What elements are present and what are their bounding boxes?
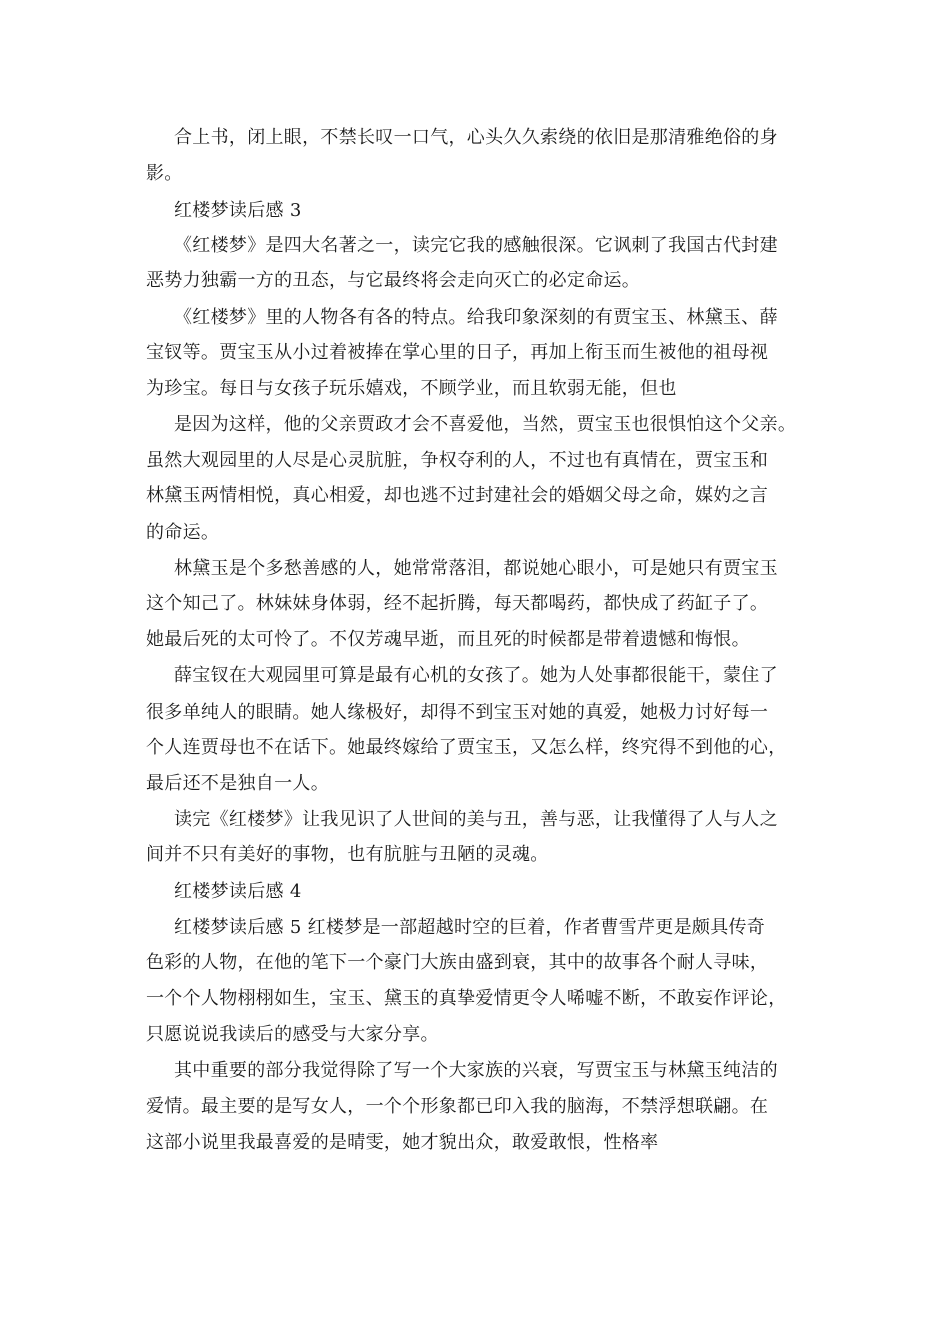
text-line: 她最后死的太可怜了。不仅芳魂早逝，而且死的时候都是带着遗憾和悔恨。	[146, 629, 750, 650]
text-line: 这个知己了。林妹妹身体弱，经不起折腾，每天都喝药，都快成了药缸子了。	[146, 593, 769, 614]
text-line: 个人连贾母也不在话下。她最终嫁给了贾宝玉，又怎么样，终究得不到他的心，	[146, 737, 787, 758]
text-line: 的命运。	[146, 522, 220, 543]
text-line: 一个个人物栩栩如生，宝玉、黛玉的真挚爱情更令人唏嘘不断，不敢妄作评论，	[146, 988, 787, 1009]
text-line: 林黛玉两情相悦，真心相爱，却也逃不过封建社会的婚姻父母之命，媒妁之言	[146, 485, 769, 506]
text-line: 薛宝钗在大观园里可算是最有心机的女孩了。她为人处事都很能干，蒙住了	[174, 665, 778, 686]
text-line: 林黛玉是个多愁善感的人，她常常落泪，都说她心眼小，可是她只有贾宝玉	[174, 558, 778, 579]
section-heading: 红楼梦读后感 3	[174, 200, 302, 221]
text-line: 《红楼梦》里的人物各有各的特点。给我印象深刻的有贾宝玉、林黛玉、薛	[174, 307, 778, 328]
text-line: 《红楼梦》是四大名著之一，读完它我的感触很深。它讽刺了我国古代封建	[174, 235, 778, 256]
text-line: 为珍宝。每日与女孩子玩乐嬉戏，不顾学业，而且软弱无能，但也	[146, 378, 677, 399]
text-line: 爱情。最主要的是写女人，一个个形象都已印入我的脑海，不禁浮想联翩。在	[146, 1096, 769, 1117]
text-line: 宝钗等。贾宝玉从小过着被捧在掌心里的日子，再加上衔玉而生被他的祖母视	[146, 342, 769, 363]
text-line: 恶势力独霸一方的丑态，与它最终将会走向灭亡的必定命运。	[146, 270, 641, 291]
text-line: 只愿说说我读后的感受与大家分享。	[146, 1024, 439, 1045]
text-line: 读完《红楼梦》让我见识了人世间的美与丑，善与恶，让我懂得了人与人之	[174, 809, 778, 830]
text-line: 虽然大观园里的人尽是心灵肮脏，争权夺利的人，不过也有真情在，贾宝玉和	[146, 450, 769, 471]
text-line: 是因为这样，他的父亲贾政才会不喜爱他，当然，贾宝玉也很惧怕这个父亲。	[174, 414, 797, 435]
text-line: 很多单纯人的眼睛。她人缘极好，却得不到宝玉对她的真爱，她极力讨好每一	[146, 702, 769, 723]
text-line: 最后还不是独自一人。	[146, 773, 329, 794]
text-line: 红楼梦读后感 5 红楼梦是一部超越时空的巨着，作者曹雪芹更是颇具传奇	[174, 917, 766, 938]
text-line: 这部小说里我最喜爱的是晴雯，她才貌出众，敢爱敢恨，性格率	[146, 1132, 659, 1153]
text-line: 间并不只有美好的事物，也有肮脏与丑陋的灵魂。	[146, 844, 549, 865]
text-line: 其中重要的部分我觉得除了写一个大家族的兴衰，写贾宝玉与林黛玉纯洁的	[174, 1060, 778, 1081]
text-line: 影。	[146, 163, 183, 184]
text-line: 合上书，闭上眼，不禁长叹一口气，心头久久索绕的依旧是那清雅绝俗的身	[174, 127, 778, 148]
section-heading: 红楼梦读后感 4	[174, 881, 302, 902]
text-line: 色彩的人物，在他的笔下一个豪门大族由盛到衰，其中的故事各个耐人寻味，	[146, 952, 769, 973]
